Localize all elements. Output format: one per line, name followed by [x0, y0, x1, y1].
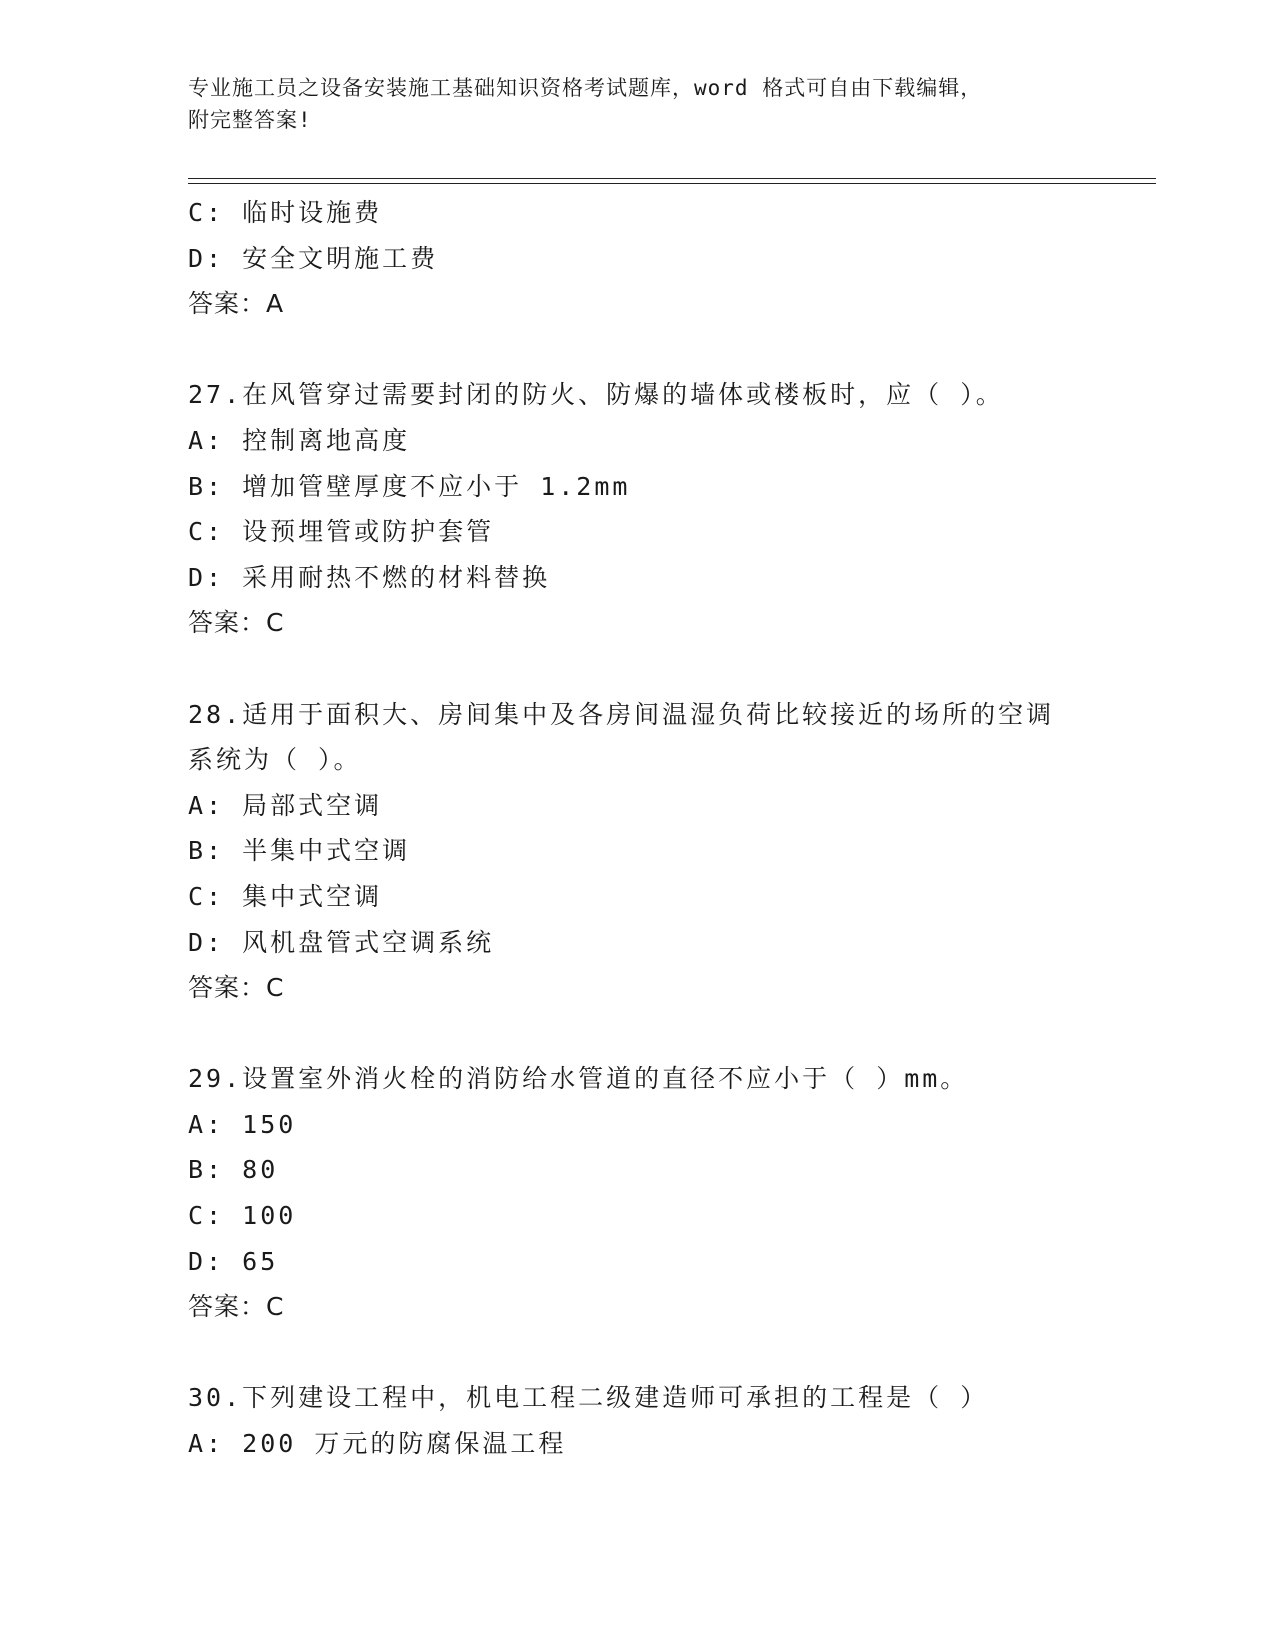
question-29	[188, 1056, 1088, 1330]
answer-line: 答案：C	[188, 608, 285, 638]
option-c: C: 临时设施费	[188, 198, 383, 227]
option-c: C: 集中式空调	[188, 881, 383, 911]
document-header	[188, 72, 1088, 136]
question-26-tail	[188, 190, 1088, 327]
question-stem: 30.下列建设工程中，机电工程二级建造师可承担的工程是（ ）	[188, 1383, 989, 1413]
answer-line: 答案：C	[188, 1292, 285, 1322]
option-a: A: 局部式空调	[188, 790, 383, 820]
question-stem: 28.适用于面积大、房间集中及各房间温湿负荷比较接近的场所的空调	[188, 699, 1055, 729]
question-list	[188, 190, 1088, 1467]
question-27	[188, 372, 1088, 646]
header-divider-bottom	[188, 183, 1156, 184]
option-d: D: 风机盘管式空调系统	[188, 927, 495, 957]
option-a: A: 200 万元的防腐保温工程	[188, 1429, 567, 1459]
question-28	[188, 692, 1088, 1011]
option-b: B: 半集中式空调	[188, 836, 411, 866]
option-c: C: 100	[188, 1201, 297, 1231]
question-stem-continued: 系统为（ ）。	[188, 745, 362, 775]
answer-line: 答案：A	[188, 289, 285, 319]
option-b: B: 增加管壁厚度不应小于 1.2mm	[188, 471, 631, 501]
option-d: D: 65	[188, 1246, 279, 1276]
option-b: B: 80	[188, 1155, 279, 1185]
question-stem: 27.在风管穿过需要封闭的防火、防爆的墙体或楼板时，应（ ）。	[188, 380, 1004, 410]
header-line-2: 附完整答案!	[188, 108, 312, 132]
option-d: D: 采用耐热不燃的材料替换	[188, 562, 551, 592]
option-c: C: 设预埋管或防护套管	[188, 517, 495, 547]
header-line-1: 专业施工员之设备安装施工基础知识资格考试题库，word 格式可自由下载编辑，	[188, 76, 983, 100]
question-30	[188, 1375, 1088, 1466]
option-a: A: 150	[188, 1109, 297, 1139]
header-divider-top	[188, 178, 1156, 179]
question-stem: 29.设置室外消火栓的消防给水管道的直径不应小于（ ）mm。	[188, 1064, 969, 1094]
option-d: D: 安全文明施工费	[188, 243, 439, 273]
answer-line: 答案：C	[188, 973, 285, 1003]
option-a: A: 控制离地高度	[188, 425, 411, 455]
